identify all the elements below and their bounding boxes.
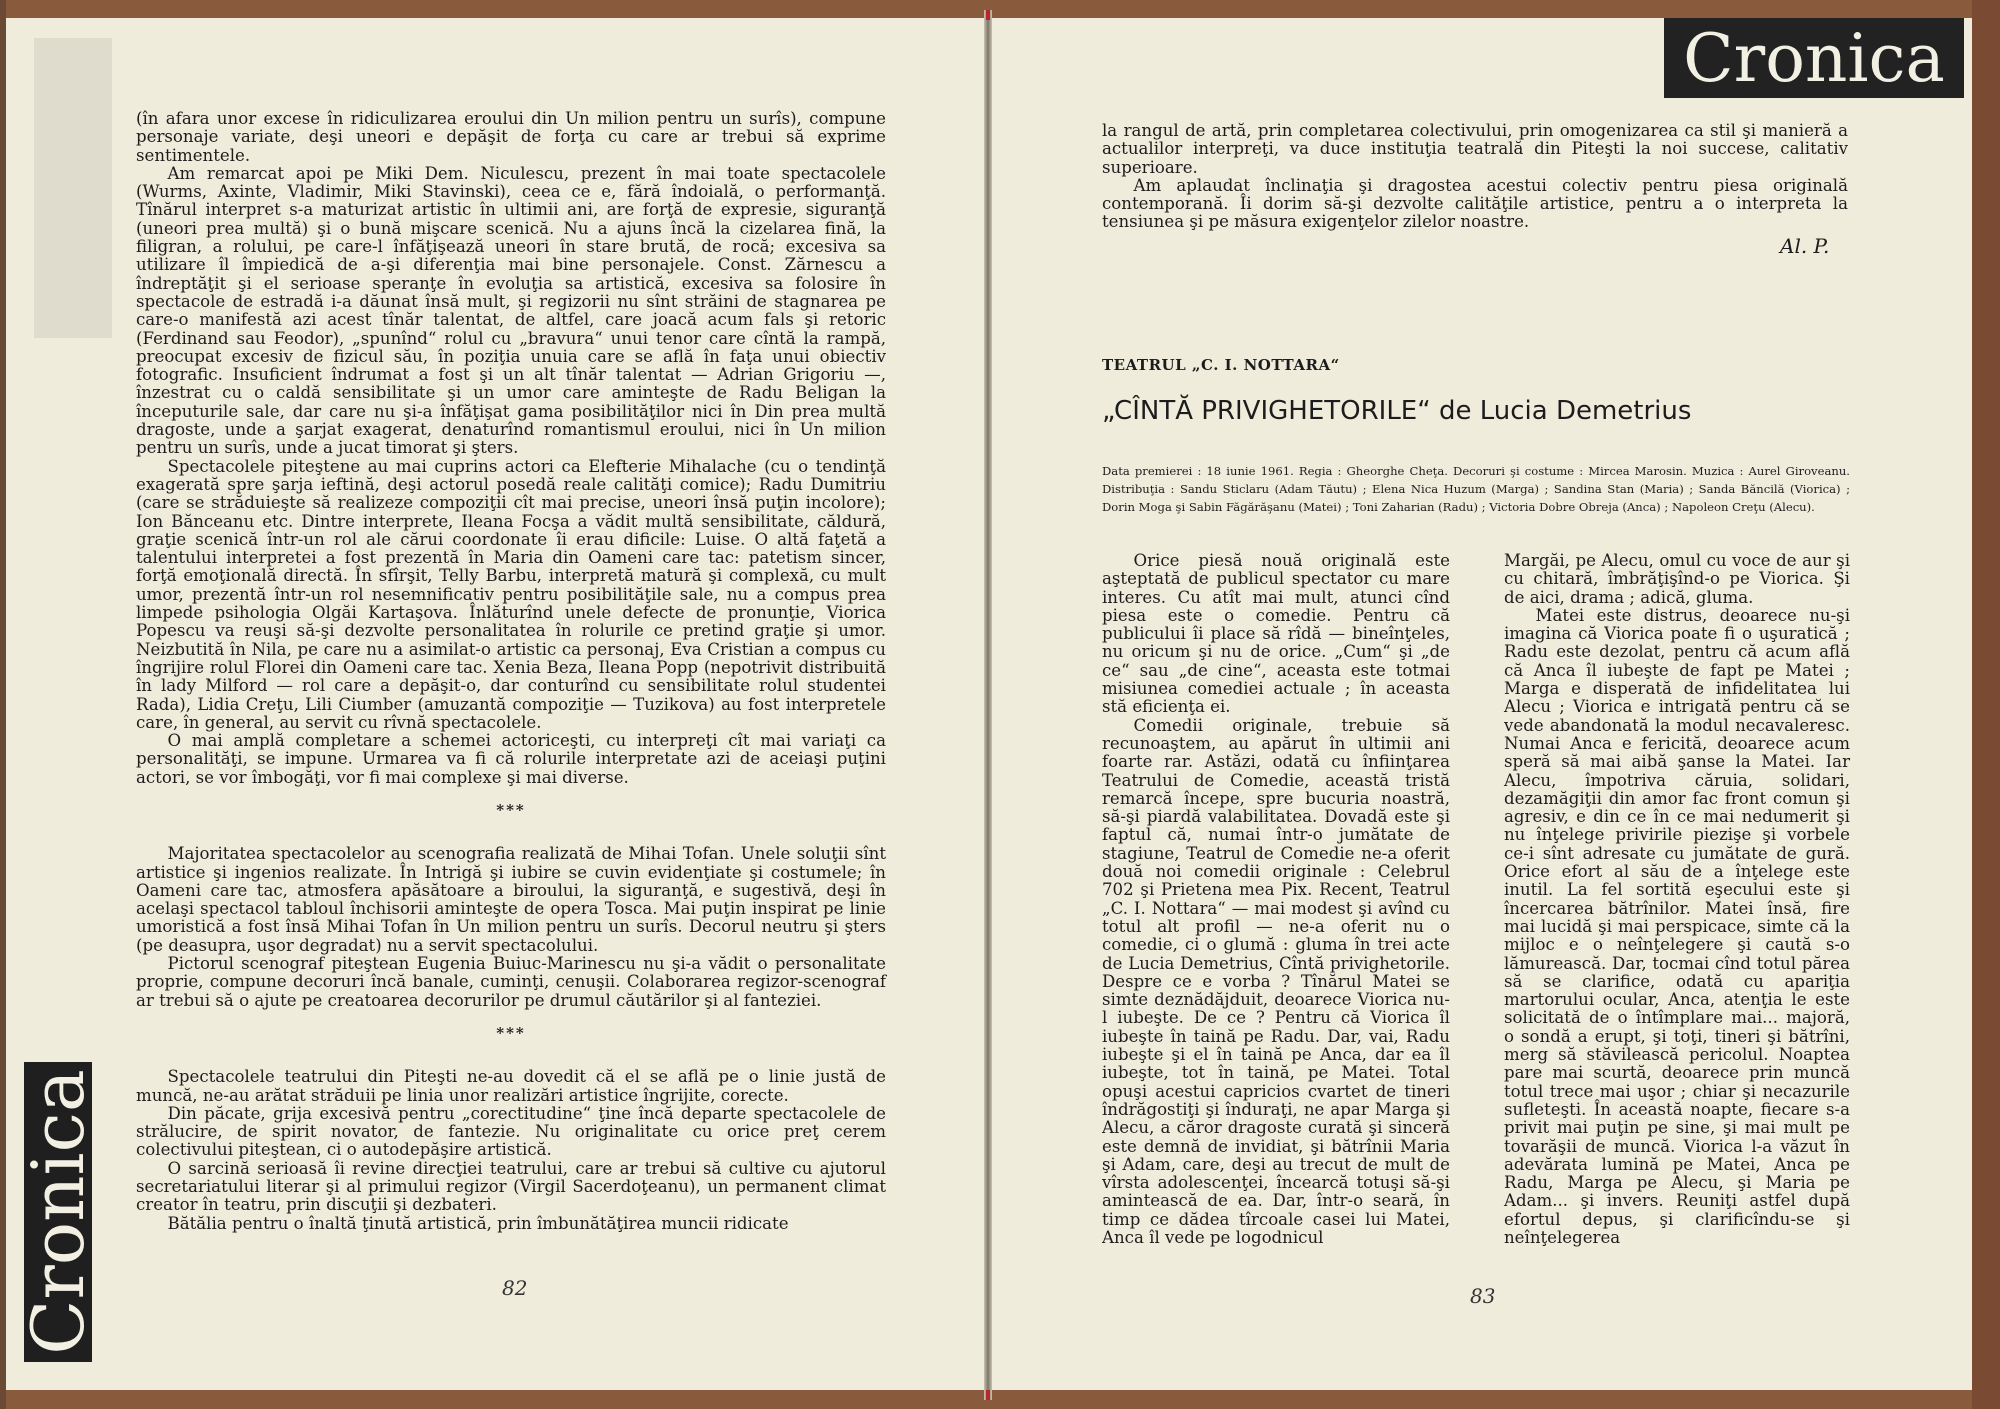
paragraph: Am aplaudat înclinaţia şi dragostea acestui colectiv pentru piesa originală contemporană. Îi dorim să-şi dezvolte calităţile artistice, pentru a o interpreta la tensiunea şi pe măsura exigenţelor zilelor noastre.	[1102, 175, 1848, 232]
paragraph: Din păcate, grija excesivă pentru „corectitudine“ ţine încă departe spectacolele de strălucire, de spirit novator, de fantezie. Nu originalitate cu orice preţ cerem colectivului piteştean, ci o autodepăşire artistică.	[136, 1103, 886, 1160]
paragraph: la rangul de artă, prin completarea colectivului, prin omogenizarea ca stil şi manieră a actualilor interpreţi, va duce instituţia teatrală din Piteşti la noi succese, calitativ superioare.	[1102, 121, 1848, 177]
logo-text: Cronica	[16, 1069, 100, 1355]
production-credits: Data premierei : 18 iunie 1961. Regia : Gheorghe Cheţa. Decoruri şi costume : Mircea Marosin. Muzica : Aurel Giroveanu. Distribuţia : Sandu Sticlaru (Adam Tăutu) ; Elena Nica Huzum (Marga) ; Sandina Stan (Maria) ; Sanda Băncilă (Viorica) ; Dorin Moga şi Sabin Făgărăşanu (Matei) ; Toni Zaharian (Radu) ; Victoria Dobre Obreja (Anca) ; Napoleon Creţu (Alecu).	[1102, 464, 1850, 514]
binding-mark	[986, 10, 990, 20]
logo-text: Cronica	[1683, 20, 1945, 97]
paragraph: O mai amplă completare a schemei actoriceşti, cu interpreţi cît mai variaţi ca personalităţi, se impune. Urmarea va fi că rolurile interpretate azi de aceiaşi puţini actori, se vor îmbogăţi, vor fi mai complexe şi mai diverse.	[136, 731, 886, 787]
paragraph: Pictorul scenograf piteştean Eugenia Buiuc-Marinescu nu şi-a vădit o personalitate proprie, compune decoruri încă banale, cuminţi, cenuşii. Colaborarea regizor-scenograf ar trebui să o ajute pe creatoarea decorurilor pe drumul căutărilor şi al fanteziei.	[136, 954, 886, 1010]
paragraph: Spectacolele teatrului din Piteşti ne-au dovedit că el se află pe o linie justă de muncă, ne-au arătat străduii pe linia unor realizări artistice îngrijite, corecte.	[136, 1067, 886, 1105]
author-signature: Al. P.	[1780, 234, 1830, 258]
article-column-2	[1504, 552, 1850, 1247]
article-ending	[1102, 122, 1848, 232]
theatre-heading: TEATRUL „C. I. NOTTARA“	[1102, 356, 1340, 374]
page-number: 83	[1470, 1284, 1496, 1308]
paragraph: Am remarcat apoi pe Miki Dem. Niculescu, prezent în mai toate spectacolele (Wurms, Axinte, Vladimir, Miki Stavinski), ceea ce e, fără îndoială, o performanţă. Tînărul interpret s-a maturizat artistic în ultimii ani, are forţă de expresie, siguranţă (uneori prea multă) şi o bună mişcare scenică. Nu a ajuns încă la cizelarea fină, la filigran, a rolului, pe care-l înfăţişează uneori în stare brută, de rocă; excesiva sa utilizare îl împiedică de a-şi diferenţia mai bine personajele. Const. Zărnescu a îndreptăţit şi el serioase speranţe în evoluţia sa artistică, excesiva sa folosire în spectacole de estradă i-a dăunat însă mult, şi regizorii nu sînt străini de stagnarea pe care-o manifestă azi acest tînăr talentat, de altfel, care joacă acum fals şi retoric (Ferdinand sau Feodor), „spunînd“ rolul cu „bravura“ unui tenor care cîntă la rampă, preocupat excesiv de fizicul său, în poziţia unuia care se află în faţa unui obiectiv fotografic. Insuficient îndrumat a fost şi un alt tînăr talentat — Adrian Grigoriu —, înzestrat cu o caldă sensibilitate şi un umor care aminteşte de Radu Beligan la începuturile sale, dar care nu şi-a înfăţişat gama posibilităţilor nici în Din prea multă dragoste, unde a şarjat exagerat, denaturînd romantismul eroului, nici în Un milion pentru un surîs, unde a jucat timorat şi şters.	[136, 163, 886, 458]
paragraph: Spectacolele piteştene au mai cuprins actori ca Elefterie Mihalache (cu o tendinţă exagerată spre şarja ieftină, deşi actorul posedă reale calităţi comice); Radu Dumitriu (care se străduieşte să realizeze compoziţii cît mai precise, uneori însă puţin incolore); Ion Bănceanu etc. Dintre interprete, Ileana Focşa a vădit multă sensibilitate, căldură, graţie scenică într-un rol ale cărui coordonate îi erau dificile: Luise. O altă faţetă a talentului interpretei a fost prezentă în Maria din Oameni care tac: patetism sincer, forţă emoţională directă. În sfîrşit, Telly Barbu, interpretă matură şi complexă, cu mult umor, prezentă într-un rol nesemnificativ pentru posibilităţile sale, nu a compus prea limpede psihologia Olgăi Kartaşova. Înlăturînd unele defecte de pronunţie, Viorica Popescu va reuşi să-şi dezvolte personalitatea în rolurile ce pretind graţie şi umor. Neizbutită în Nila, pe care nu a asimilat-o artistic ca personaj, Eva Cristian a compus cu îngrijire rolul Florei din Oameni care tac. Xenia Beza, Ileana Popp (nepotrivit distribuită în lady Milford — rol care a depăşit-o, dar conturînd cu sensibilitate rolul studentei Rada), Lidia Creţu, Lili Ciumber (amuzantă compoziţie — Tuzikova) au fost interpretele care, în general, au servit cu rîvnă spectacolele.	[136, 456, 886, 732]
section-separator: ***	[496, 1023, 526, 1042]
paragraph: Matei este distrus, deoarece nu-şi imagina că Viorica poate fi o uşuratică ; Radu este dezolat, pentru că acum află că Anca îl iubeşte de fapt pe Matei ; Marga e disperată de infidelitatea lui Alecu ; Viorica e intrigată pentru că se vede abandonată la modul necavaleresc. Numai Anca e fericită, deoarece acum speră să mai aibă şanse la Matei. Iar Alecu, împotriva căruia, solidari, dezamăgiţii din amor fac front comun şi agresiv, e din ce în ce mai nedumerit şi nu înţelege privirile piezişe şi vorbele ce-i sînt adresate cu jumătate de gură. Orice efort al său de a înţelege este inutil. La fel sortită eşecului este şi încercarea bătrînilor. Matei însă, fire mai lucidă şi mai perspicace, simte că la mijloc e o neînţelegere şi caută s-o lămurească. Dar, tocmai cînd totul părea să se clarifice, odată cu apariţia martorului ocular, Anca, atenţia le este solicitată de o întîmplare mai... majoră, o sondă a erupt, şi toţi, tineri şi bătrîni, merg să stăvilească pericolul. Noaptea pare mai scurtă, deoarece prin muncă totul trece mai uşor ; chiar şi necazurile sufleteşti. În această noapte, fiecare s-a privit mai puţin pe sine, şi mai mult pe tovarăşii de muncă. Viorica l-a văzut în adevărata lumină pe Matei, Anca pe Radu, Marga pe Alecu, şi Maria pe Adam... şi invers. Reuniţi astfel după efortul depus, şi clarificîndu-se şi neînţelegerea	[1504, 605, 1850, 1247]
paragraph: Majoritatea spectacolelor au scenografia realizată de Mihai Tofan. Unele soluţii sînt artistice şi ingenios realizate. În Intrigă şi iubire se cuvin evidenţiate şi costumele; în Oameni care tac, atmosfera apăsătoare a biroului, la siguranţă, e sugestivă, deşi în acelaşi spectacol tabloul închisorii aminteşte de opera Tosca. Mai puţin inspirat pe linie umoristică a fost însă Mihai Tofan în Un milion pentru un surîs. Decorul neutru şi şters (pe deasupra, uşor degradat) nu a servit spectacolului.	[136, 844, 886, 955]
paragraph: (în afara unor excese în ridiculizarea eroului din Un milion pentru un surîs), compune personaje variate, deşi uneori e depăşit de forţa cu care ar trebui să exprime sentimentele.	[136, 109, 886, 165]
paragraph: O sarcină serioasă îi revine direcţiei teatrului, care ar trebui să cultive cu ajutorul secretariatului literar şi al primului regizor (Virgil Sacerdoţeanu), un permanent climat creator în teatru, prin discuţii şi dezbateri.	[136, 1158, 886, 1215]
section-logo-vertical	[16, 1060, 100, 1364]
article-column-1	[1102, 552, 1450, 1247]
page-number: 82	[502, 1276, 528, 1300]
paragraph: Bătălia pentru o înaltă ţinută artistică, prin îmbunătăţirea muncii ridicate	[167, 1213, 789, 1233]
paragraph: Orice piesă nouă originală este aşteptată de publicul spectator cu mare interes. Cu atît mai mult, atunci cînd piesa este o comedie. Pentru că publicului îi place să rîdă — bineînţeles, nu oricum şi nu de orice. „Cum“ şi „de ce“ sau „de cine“, aceasta este totmai misiunea comediei actuale ; în aceasta stă eficienţa ei.	[1102, 551, 1450, 717]
paragraph: Comedii originale, trebuie să recunoaştem, au apărut în ultimii ani foarte rar. Astăzi, odată cu înfiinţarea Teatrului de Comedie, această tristă remarcă începe, spre bucuria noastră, să-şi piardă valabilitatea. Dovadă este şi faptul că, numai într-o jumătate de stagiune, Teatrul de Comedie ne-a oferit două noi comedii originale : Celebrul 702 şi Prietena mea Pix. Recent, Teatrul „C. I. Nottara“ — mai modest şi avînd cu totul alt profil — ne-a oferit nu o comedie, ci o glumă : gluma în trei acte de Lucia Demetrius, Cîntă privighetorile. Despre ce e vorba ? Tînărul Matei se simte deznădăjduit, deoarece Viorica nu-l iubeşte. De ce ? Pentru că Viorica îl iubeşte în taină pe Radu. Dar, vai, Radu iubeşte şi el în taină pe Anca, dar ea îl iubeşte, tot în taină, pe Matei. Total opuşi acestui capricios cvartet de tineri îndrăgostiţi şi înduraţi, ne apar Marga şi Alecu, a căror dragoste curată şi sinceră este demnă de invidiat, şi bătrînii Maria şi Adam, care, deşi au trecut de mult de vîrsta adolescenţei, încearcă totuşi să-şi amintească de ea. Dar, într-o seară, în timp ce dădea tîrcoale casei lui Matei, Anca îl vede pe logodnicul	[1102, 715, 1450, 1247]
book-gutter	[984, 10, 992, 1400]
show-through-logo	[34, 38, 112, 338]
left-column-text	[136, 110, 886, 1233]
book-cover-edge	[1972, 0, 2000, 1409]
left-page	[6, 18, 984, 1390]
right-page	[992, 18, 1972, 1390]
section-separator: ***	[496, 800, 526, 819]
article-title: „CÎNTĂ PRIVIGHETORILE“ de Lucia Demetrius	[1102, 396, 1692, 426]
paragraph: Margăi, pe Alecu, omul cu voce de aur şi cu chitară, îmbrăţişînd-o pe Viorica. Şi de aici, drama ; adică, gluma.	[1504, 551, 1850, 607]
section-logo	[1664, 18, 1964, 98]
binding-mark	[986, 1390, 990, 1400]
